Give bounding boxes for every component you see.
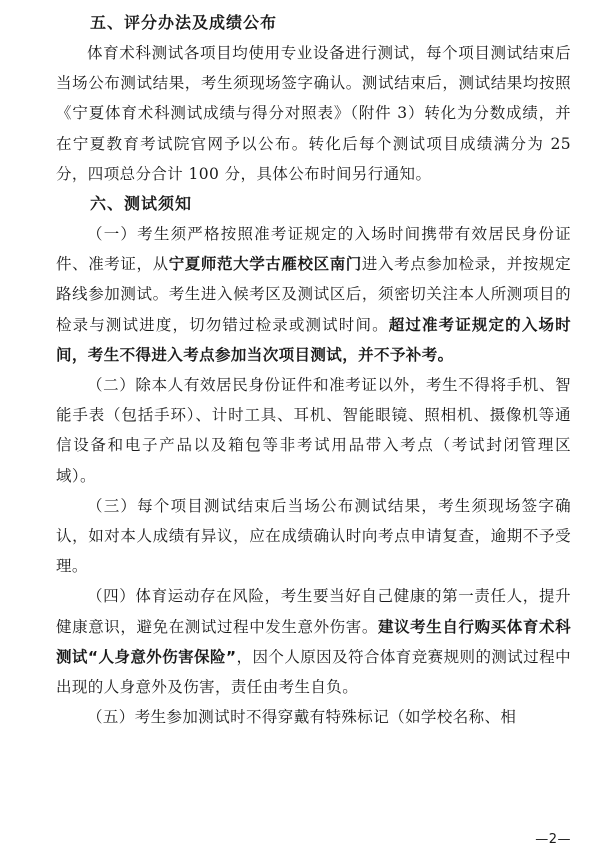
notice-item-4-text-c: ，因个人原因及符合体育竞赛规则的测试过程中出现的人身意外及伤害，责任由考生自负。 <box>56 647 571 697</box>
notice-item-5: （五）考生参加测试时不得穿戴有特殊标记（如学校名称、相 <box>87 708 517 727</box>
notice-item-1 <box>56 219 571 370</box>
section-6-heading: 六、测试须知 <box>90 194 193 214</box>
section-5-paragraph: 体育术科测试各项目均使用专业设备进行测试，每个项目测试结束后当场公布测试结果，考生须现场签字确认。测试结束后，测试结果均按照《宁夏体育术科测试成绩与得分对照表》（附件 3）转化为分数成绩，并在宁夏教育考试院官网予以公布。转化后每个测试项目成绩满分为 25 分，四项总分合计 100 分，具体公布时间另行通知。 <box>56 44 571 183</box>
notice-item-2: （二）除本人有效居民身份证件和准考证以外，考生不得将手机、智能手表（包括手环）、计时工具、耳机、智能眼镜、照相机、摄像机等通信设备和电子产品以及箱包等非考试用品带入考点（考试封闭管理区域）。 <box>56 376 571 485</box>
notice-item-4-text-a: （四）体育运动存在风险，考生要当好自己健康的第一责任人，提升健康意识，避免在测试过程中发生意外伤害。 <box>56 587 571 636</box>
notice-item-1-warning: 超过准考证规定的入场时间，考生不得进入考点参加当次项目测试，并不予补考。 <box>56 315 571 364</box>
notice-item-1-entrance: 宁夏师范大学古雁校区南门 <box>168 255 362 274</box>
notice-item-4-insurance: 建议考生自行购买体育术科测试“人身意外伤害保险” <box>56 617 571 666</box>
notice-item-1-text-a: （一）考生须严格按照准考证规定的入场时间携带有效居民身份证件、准考证，从 <box>56 225 571 274</box>
page-number: —2— <box>535 832 571 847</box>
notice-item-4 <box>56 581 571 702</box>
section-5-heading: 五、评分办法及成绩公布 <box>90 13 278 32</box>
notice-item-3: （三）每个项目测试结束后当场公布测试结果，考生须现场签字确认，如对本人成绩有异议，应在成绩确认时向考点申请复查，逾期不予受理。 <box>56 496 571 576</box>
notice-item-1-text-c: 进入考点参加检录，并按规定路线参加测试。考生进入候考区及测试区后，须密切关注本人所测项目的检录与测试进度，切勿错过检录或测试时间。 <box>56 255 571 334</box>
